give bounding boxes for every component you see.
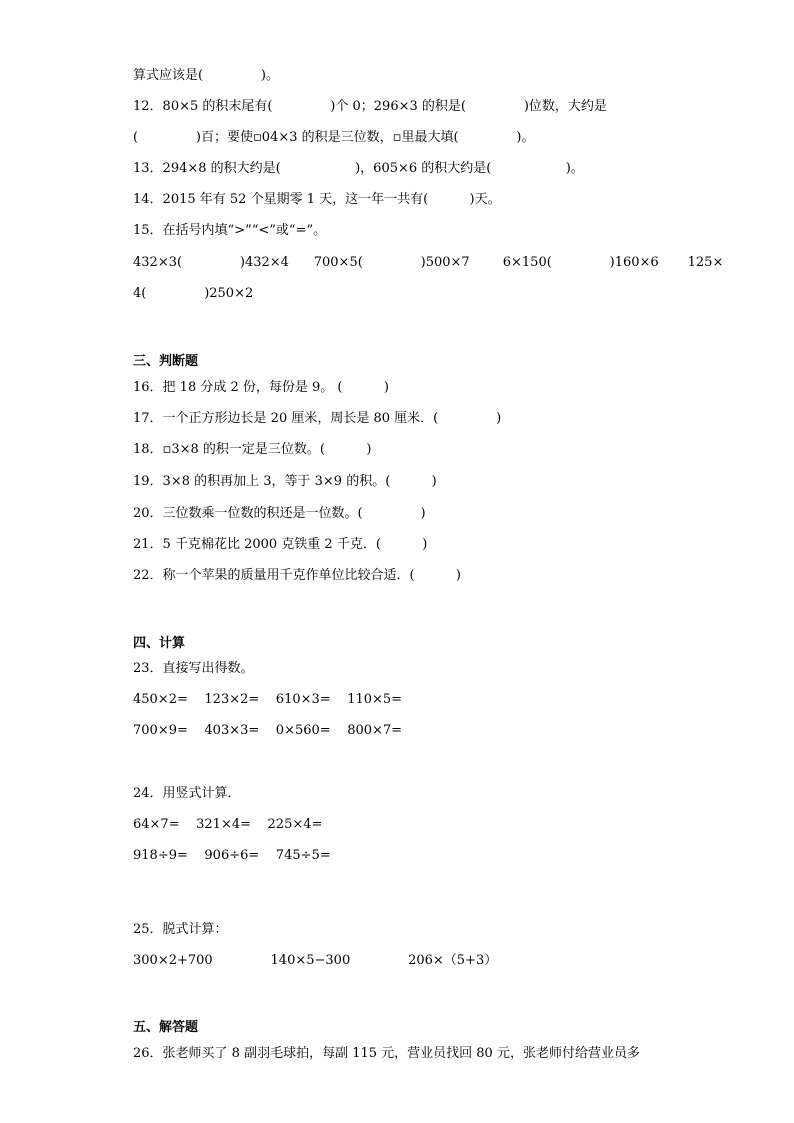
q23: 23．直接写出得数。 (133, 661, 254, 676)
q24-row1: 64×7= 321×4= 225×4= (133, 817, 323, 832)
q12-line2: ( )百；要使▫04×3 的积是三位数，▫里最大填( )。 (133, 130, 535, 145)
q17: 17．一个正方形边长是 20 厘米，周长是 80 厘米．( ) (133, 411, 502, 426)
q23-row1: 450×2= 123×2= 610×3= 110×5= (133, 692, 403, 707)
q24: 24．用竖式计算． (133, 786, 241, 801)
q12-line1: 12．80×5 的积末尾有( )个 0；296×3 的积是( )位数，大约是 (133, 99, 607, 114)
q26: 26．张老师买了 8 副羽毛球拍，每副 115 元，营业员找回 80 元，张老师付给营业员多 (133, 1046, 640, 1061)
q19: 19．3×8 的积再加上 3，等于 3×9 的积。( ) (133, 474, 437, 489)
q25-row: 300×2+700 140×5−300 206×（5+3） (133, 953, 498, 968)
q22: 22．称一个苹果的质量用千克作单位比较合适．( ) (133, 568, 462, 583)
q25: 25．脱式计算： (133, 922, 228, 937)
section-4-title: 四、计算 (133, 636, 186, 651)
q11-continuation: 算式应该是( )。 (133, 68, 279, 83)
q24-row2: 918÷9= 906÷6= 745÷5= (133, 848, 331, 863)
q21: 21．5 千克棉花比 2000 克铁重 2 千克．( ) (133, 537, 428, 552)
q20: 20．三位数乘一位数的积还是一位数。( ) (133, 506, 426, 521)
q14: 14．2015 年有 52 个星期零 1 天，这一年一共有( )天。 (133, 192, 501, 207)
q15: 15．在括号内填“>”“<”或“=”。 (133, 223, 327, 238)
q16: 16．把 18 分成 2 份，每份是 9。 ( ) (133, 380, 389, 395)
q23-row2: 700×9= 403×3= 0×560= 800×7= (133, 723, 403, 738)
section-5-title: 五、解答题 (133, 1020, 199, 1035)
q13: 13．294×8 的积大约是( )，605×6 的积大约是( )。 (133, 161, 584, 176)
q18: 18．▫3×8 的积一定是三位数。( ) (133, 442, 372, 457)
q15-items-line2: 4( )250×2 (133, 286, 254, 301)
section-3-title: 三、判断题 (133, 354, 199, 369)
q15-items-line1: 432×3( )432×4 700×5( )500×7 6×150( )160×6 125× (133, 255, 724, 270)
